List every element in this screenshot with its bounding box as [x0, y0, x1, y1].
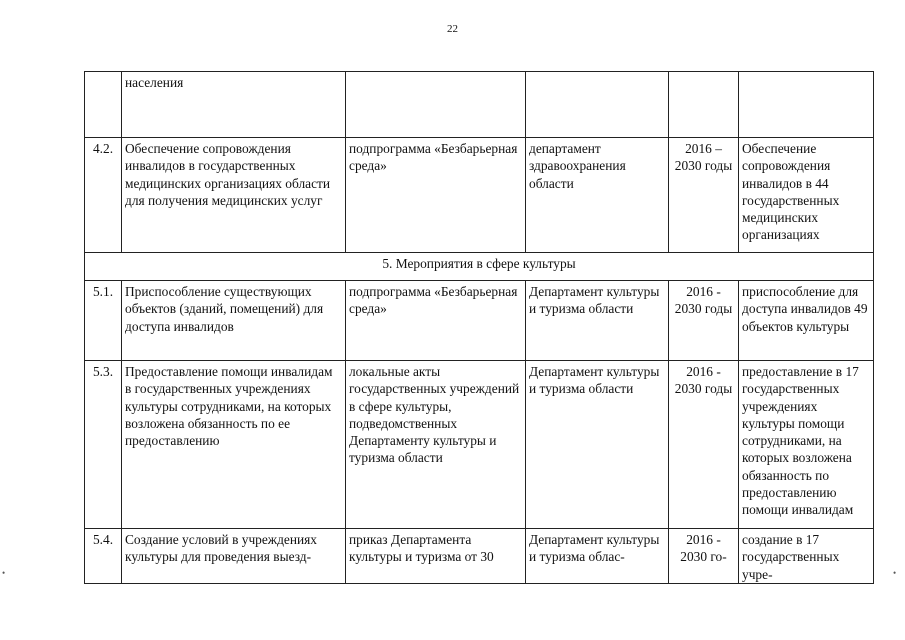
action-cell: Приспособление существующих объектов (зданий, помещений) для доступа инвалидов — [122, 281, 346, 361]
row-number: 5.3. — [85, 361, 122, 529]
program-cell: подпрограмма «Безбарьерная среда» — [346, 138, 526, 253]
action-cell: Обеспечение сопровождения инвалидов в государственных медицинских организациях области для получения медицинских услуг — [122, 138, 346, 253]
row-number: 5.4. — [85, 529, 122, 584]
table-row — [85, 72, 874, 138]
executor-cell: Департамент культуры и туризма облас- — [526, 529, 669, 584]
margin-mark-left: • — [2, 568, 6, 578]
period-cell: 2016 – 2030 годы — [669, 138, 739, 253]
table-row — [85, 281, 874, 361]
executor-cell: Департамент культуры и туризма области — [526, 281, 669, 361]
action-cell: населения — [122, 72, 346, 138]
executor-cell: департамент здравоохранения области — [526, 138, 669, 253]
period-cell — [669, 72, 739, 138]
period-cell: 2016 - 2030 годы — [669, 361, 739, 529]
program-cell — [346, 72, 526, 138]
measures-table — [84, 71, 874, 584]
row-number — [85, 72, 122, 138]
table-row — [85, 529, 874, 584]
period-cell: 2016 - 2030 годы — [669, 281, 739, 361]
table-row — [85, 138, 874, 253]
result-cell: приспособление для доступа инвалидов 49 объектов культуры — [739, 281, 874, 361]
result-cell: Обеспечение сопровождения инвалидов в 44 государственных медицинских организациях — [739, 138, 874, 253]
executor-cell — [526, 72, 669, 138]
result-cell: предоставление в 17 государственных учреждениях культуры помощи сотрудниками, на которых возложена обязанность по предоставлению помощи инвалидам — [739, 361, 874, 529]
program-cell: локальные акты государственных учреждений в сфере культуры, подведомственных Департаменту культуры и туризма области — [346, 361, 526, 529]
program-cell: подпрограмма «Безбарьерная среда» — [346, 281, 526, 361]
result-cell — [739, 72, 874, 138]
period-cell: 2016 - 2030 го- — [669, 529, 739, 584]
row-number: 4.2. — [85, 138, 122, 253]
page-number: 22 — [447, 23, 458, 35]
table-row — [85, 361, 874, 529]
margin-mark-right: • — [893, 568, 897, 578]
section-row — [85, 253, 874, 281]
row-number: 5.1. — [85, 281, 122, 361]
executor-cell: Департамент культуры и туризма области — [526, 361, 669, 529]
action-cell: Создание условий в учреждениях культуры для проведения выезд- — [122, 529, 346, 584]
section-title: 5. Мероприятия в сфере культуры — [85, 253, 874, 281]
result-cell: создание в 17 государственных учре- — [739, 529, 874, 584]
program-cell: приказ Департамента культуры и туризма от 30 — [346, 529, 526, 584]
action-cell: Предоставление помощи инвалидам в государственных учреждениях культуры сотрудниками, на которых возложена обязанность по ее предоставлению — [122, 361, 346, 529]
